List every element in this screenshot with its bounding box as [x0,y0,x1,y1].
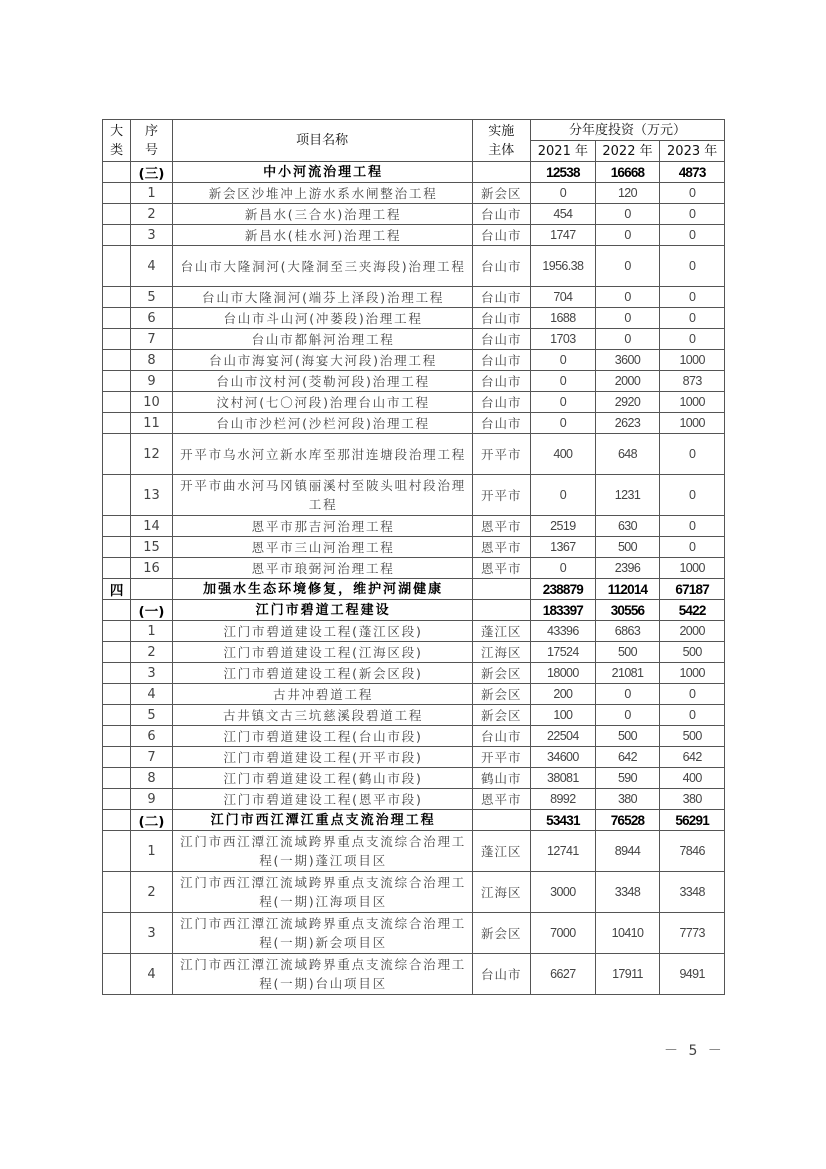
project-name-cell: 新昌水(桂水河)治理工程 [172,225,472,246]
investment-2021-cell: 0 [531,183,596,204]
investment-2021-cell: 22504 [531,726,596,747]
investment-2022-cell: 120 [595,183,660,204]
seq-cell: 7 [131,747,172,768]
investment-2021-cell: 238879 [531,579,596,600]
category-cell [103,684,131,705]
investment-2023-cell: 7773 [660,913,725,954]
project-name-cell: 江门市碧道工程建设 [172,600,472,621]
investment-2023-cell: 873 [660,371,725,392]
investment-2021-cell: 2519 [531,516,596,537]
investment-2022-cell: 3348 [595,872,660,913]
seq-cell: 3 [131,225,172,246]
investment-2021-cell: 454 [531,204,596,225]
table-row [103,768,725,789]
org-cell: 蓬江区 [472,621,531,642]
org-cell: 蓬江区 [472,831,531,872]
investment-2023-cell: 1000 [660,392,725,413]
seq-cell: 12 [131,434,172,475]
investment-2022-cell: 0 [595,225,660,246]
org-cell: 新会区 [472,183,531,204]
investment-2023-cell: 0 [660,225,725,246]
investment-2021-cell: 43396 [531,621,596,642]
investment-2022-cell: 6863 [595,621,660,642]
seq-cell: 1 [131,621,172,642]
investment-2023-cell: 0 [660,308,725,329]
investment-2021-cell: 0 [531,371,596,392]
investment-2023-cell: 3348 [660,872,725,913]
org-cell: 恩平市 [472,789,531,810]
seq-cell: 8 [131,768,172,789]
category-cell [103,329,131,350]
table-row [103,642,725,663]
seq-cell: (一) [131,600,172,621]
investment-2021-cell: 18000 [531,663,596,684]
investment-2023-cell: 56291 [660,810,725,831]
category-cell [103,475,131,516]
table-row [103,225,725,246]
org-cell [472,810,531,831]
category-cell [103,246,131,287]
category-cell [103,789,131,810]
project-name-cell: 江门市西江潭江重点支流治理工程 [172,810,472,831]
org-cell: 台山市 [472,954,531,995]
seq-cell: 10 [131,392,172,413]
investment-2021-cell: 12741 [531,831,596,872]
investment-2021-cell: 704 [531,287,596,308]
investment-2023-cell: 380 [660,789,725,810]
project-name-cell: 江门市碧道建设工程(台山市段) [172,726,472,747]
project-name-cell: 江门市西江潭江流域跨界重点支流综合治理工程(一期)台山项目区 [172,954,472,995]
table-row [103,392,725,413]
org-cell: 台山市 [472,350,531,371]
category-cell [103,747,131,768]
project-name-cell: 江门市西江潭江流域跨界重点支流综合治理工程(一期)蓬江项目区 [172,831,472,872]
project-name-cell: 江门市西江潭江流域跨界重点支流综合治理工程(一期)新会项目区 [172,913,472,954]
investment-2021-cell: 0 [531,558,596,579]
category-cell [103,537,131,558]
table-row [103,705,725,726]
section-row [103,579,725,600]
org-cell: 恩平市 [472,537,531,558]
project-name-cell: 江门市碧道建设工程(开平市段) [172,747,472,768]
org-cell: 台山市 [472,246,531,287]
org-cell: 江海区 [472,872,531,913]
investment-2023-cell: 0 [660,537,725,558]
table-row [103,872,725,913]
table-row [103,747,725,768]
table-row [103,831,725,872]
seq-cell: 4 [131,684,172,705]
investment-2021-cell: 12538 [531,162,596,183]
project-name-cell: 江门市碧道建设工程(鹤山市段) [172,768,472,789]
category-cell [103,872,131,913]
investment-2023-cell: 1000 [660,350,725,371]
investment-2021-cell: 17524 [531,642,596,663]
investment-2022-cell: 16668 [595,162,660,183]
project-name-cell: 恩平市那吉河治理工程 [172,516,472,537]
table-row [103,475,725,516]
investment-2022-cell: 0 [595,329,660,350]
header-year-2021: 2021 年 [531,141,596,162]
project-name-cell: 古井镇文古三坑慈溪段碧道工程 [172,705,472,726]
investment-2023-cell: 1000 [660,413,725,434]
header-org-line1: 实施 [488,123,515,139]
table-row [103,329,725,350]
header-year-2023: 2023 年 [660,141,725,162]
project-name-cell: 台山市斗山河(冲蒌段)治理工程 [172,308,472,329]
investment-2022-cell: 0 [595,246,660,287]
org-cell: 开平市 [472,747,531,768]
table-row [103,954,725,995]
org-cell: 江海区 [472,642,531,663]
category-cell [103,183,131,204]
project-name-cell: 恩平市琅弼河治理工程 [172,558,472,579]
project-name-cell: 新昌水(三合水)治理工程 [172,204,472,225]
org-cell: 新会区 [472,684,531,705]
investment-2021-cell: 1367 [531,537,596,558]
investment-2023-cell: 1000 [660,663,725,684]
category-cell: 四 [103,579,131,600]
investment-2022-cell: 3600 [595,350,660,371]
investment-2022-cell: 0 [595,705,660,726]
investment-2022-cell: 500 [595,642,660,663]
investment-2021-cell: 8992 [531,789,596,810]
project-name-cell: 台山市大隆洞河(大隆洞至三夹海段)治理工程 [172,246,472,287]
seq-cell: 9 [131,789,172,810]
table-row [103,913,725,954]
investment-2021-cell: 200 [531,684,596,705]
category-cell [103,663,131,684]
project-name-cell: 汶村河(七〇河段)治理台山市工程 [172,392,472,413]
investment-2021-cell: 1703 [531,329,596,350]
table-row [103,726,725,747]
table-row [103,246,725,287]
category-cell [103,287,131,308]
category-cell [103,600,131,621]
investment-2022-cell: 380 [595,789,660,810]
investment-2021-cell: 100 [531,705,596,726]
project-name-cell: 台山市都斛河治理工程 [172,329,472,350]
investment-2021-cell: 0 [531,413,596,434]
org-cell: 台山市 [472,392,531,413]
investment-2022-cell: 10410 [595,913,660,954]
category-cell [103,642,131,663]
seq-cell: 2 [131,872,172,913]
seq-cell: 11 [131,413,172,434]
org-cell: 台山市 [472,287,531,308]
seq-cell: 1 [131,831,172,872]
project-name-cell: 台山市沙栏河(沙栏河段)治理工程 [172,413,472,434]
table-row [103,371,725,392]
project-name-cell: 加强水生态环境修复，维护河湖健康 [172,579,472,600]
investment-2023-cell: 7846 [660,831,725,872]
seq-cell: 8 [131,350,172,371]
seq-cell: (二) [131,810,172,831]
seq-cell: 3 [131,663,172,684]
project-name-cell: 江门市碧道建设工程(江海区段) [172,642,472,663]
seq-cell [131,579,172,600]
seq-cell: 4 [131,954,172,995]
category-cell [103,621,131,642]
investment-2022-cell: 76528 [595,810,660,831]
section-row [103,162,725,183]
category-cell [103,913,131,954]
org-cell: 新会区 [472,663,531,684]
investment-2021-cell: 3000 [531,872,596,913]
investment-2023-cell: 4873 [660,162,725,183]
seq-cell: 16 [131,558,172,579]
investment-2021-cell: 1688 [531,308,596,329]
org-cell [472,579,531,600]
header-project-name: 项目名称 [172,120,472,162]
investment-2022-cell: 0 [595,308,660,329]
investment-2022-cell: 2396 [595,558,660,579]
header-seq [131,120,172,162]
project-name-cell: 江门市碧道建设工程(蓬江区段) [172,621,472,642]
category-cell [103,768,131,789]
investment-2023-cell: 642 [660,747,725,768]
investment-2023-cell: 0 [660,246,725,287]
investment-2022-cell: 21081 [595,663,660,684]
category-cell [103,413,131,434]
investment-2022-cell: 590 [595,768,660,789]
project-name-cell: 江门市碧道建设工程(新会区段) [172,663,472,684]
category-cell [103,162,131,183]
project-name-cell: 江门市西江潭江流域跨界重点支流综合治理工程(一期)江海项目区 [172,872,472,913]
investment-2021-cell: 1747 [531,225,596,246]
org-cell: 新会区 [472,705,531,726]
investment-2022-cell: 112014 [595,579,660,600]
table-row [103,413,725,434]
investment-2021-cell: 0 [531,392,596,413]
seq-cell: 3 [131,913,172,954]
project-name-cell: 台山市汶村河(茭勒河段)治理工程 [172,371,472,392]
header-org [472,120,531,162]
page-number: － 5 － [664,1043,725,1059]
org-cell: 台山市 [472,371,531,392]
table-row [103,434,725,475]
seq-cell: (三) [131,162,172,183]
investment-2023-cell: 1000 [660,558,725,579]
category-cell [103,204,131,225]
investment-2022-cell: 500 [595,537,660,558]
seq-cell: 14 [131,516,172,537]
investment-2022-cell: 17911 [595,954,660,995]
investment-2023-cell: 5422 [660,600,725,621]
category-cell [103,954,131,995]
investment-2021-cell: 183397 [531,600,596,621]
header-year-2022: 2022 年 [595,141,660,162]
table-body [103,162,725,995]
investment-2021-cell: 0 [531,475,596,516]
project-name-cell: 中小河流治理工程 [172,162,472,183]
category-cell [103,831,131,872]
table-row [103,287,725,308]
investment-2023-cell: 0 [660,516,725,537]
table-row [103,183,725,204]
investment-2023-cell: 400 [660,768,725,789]
section-row [103,600,725,621]
project-name-cell: 江门市碧道建设工程(恩平市段) [172,789,472,810]
investment-2022-cell: 648 [595,434,660,475]
investment-2023-cell: 0 [660,475,725,516]
investment-2021-cell: 0 [531,350,596,371]
org-cell: 开平市 [472,434,531,475]
category-cell [103,392,131,413]
investment-2022-cell: 0 [595,204,660,225]
header-org-line2: 主体 [488,142,515,158]
table-row [103,204,725,225]
org-cell: 台山市 [472,726,531,747]
investment-2023-cell: 0 [660,204,725,225]
org-cell: 恩平市 [472,558,531,579]
seq-cell: 1 [131,183,172,204]
project-name-cell: 恩平市三山河治理工程 [172,537,472,558]
header-seq-line2: 号 [144,142,158,158]
org-cell: 新会区 [472,913,531,954]
table-row [103,516,725,537]
table-row [103,663,725,684]
category-cell [103,434,131,475]
category-cell [103,225,131,246]
section-row [103,810,725,831]
seq-cell: 2 [131,204,172,225]
org-cell: 开平市 [472,475,531,516]
investment-2022-cell: 2920 [595,392,660,413]
org-cell: 台山市 [472,204,531,225]
org-cell: 鹤山市 [472,768,531,789]
seq-cell: 7 [131,329,172,350]
category-cell [103,371,131,392]
investment-2022-cell: 8944 [595,831,660,872]
investment-2023-cell: 2000 [660,621,725,642]
investment-2021-cell: 1956.38 [531,246,596,287]
seq-cell: 9 [131,371,172,392]
investment-2021-cell: 6627 [531,954,596,995]
header-category [103,120,131,162]
investment-2022-cell: 630 [595,516,660,537]
category-cell [103,810,131,831]
category-cell [103,516,131,537]
project-name-cell: 开平市曲水河马冈镇丽溪村至陂头咀村段治理工程 [172,475,472,516]
org-cell: 台山市 [472,225,531,246]
header-category-line2: 类 [110,142,124,158]
table-row [103,350,725,371]
investment-2022-cell: 0 [595,684,660,705]
investment-2022-cell: 500 [595,726,660,747]
org-cell [472,162,531,183]
investment-2022-cell: 2623 [595,413,660,434]
project-name-cell: 新会区沙堆冲上游水系水闸整治工程 [172,183,472,204]
investment-2023-cell: 0 [660,329,725,350]
investment-2023-cell: 0 [660,183,725,204]
table-row [103,558,725,579]
category-cell [103,308,131,329]
investment-2022-cell: 642 [595,747,660,768]
seq-cell: 4 [131,246,172,287]
header-seq-line1: 序 [144,123,158,139]
table-header [103,120,725,162]
investment-2023-cell: 0 [660,705,725,726]
category-cell [103,350,131,371]
investment-2021-cell: 38081 [531,768,596,789]
seq-cell: 5 [131,705,172,726]
investment-2023-cell: 67187 [660,579,725,600]
org-cell: 台山市 [472,413,531,434]
seq-cell: 13 [131,475,172,516]
seq-cell: 2 [131,642,172,663]
org-cell: 台山市 [472,329,531,350]
investment-2021-cell: 400 [531,434,596,475]
investment-2023-cell: 0 [660,684,725,705]
table-row [103,621,725,642]
seq-cell: 15 [131,537,172,558]
project-name-cell: 开平市乌水河立新水库至那泔连塘段治理工程 [172,434,472,475]
table-row [103,537,725,558]
project-name-cell: 台山市大隆洞河(端芬上泽段)治理工程 [172,287,472,308]
investment-2022-cell: 30556 [595,600,660,621]
table-row [103,308,725,329]
header-category-line1: 大 [110,123,124,139]
investment-2022-cell: 0 [595,287,660,308]
table-row [103,789,725,810]
project-name-cell: 台山市海宴河(海宴大河段)治理工程 [172,350,472,371]
investment-2021-cell: 34600 [531,747,596,768]
investment-2023-cell: 0 [660,434,725,475]
header-investment-group: 分年度投资（万元） [531,120,725,141]
investment-2023-cell: 0 [660,287,725,308]
org-cell [472,600,531,621]
category-cell [103,558,131,579]
seq-cell: 6 [131,308,172,329]
investment-2023-cell: 500 [660,726,725,747]
investment-2021-cell: 53431 [531,810,596,831]
table-row [103,684,725,705]
investment-2021-cell: 7000 [531,913,596,954]
investment-2022-cell: 1231 [595,475,660,516]
seq-cell: 6 [131,726,172,747]
seq-cell: 5 [131,287,172,308]
investment-2022-cell: 2000 [595,371,660,392]
org-cell: 恩平市 [472,516,531,537]
investment-table [102,119,725,995]
investment-2023-cell: 500 [660,642,725,663]
category-cell [103,705,131,726]
investment-2023-cell: 9491 [660,954,725,995]
org-cell: 台山市 [472,308,531,329]
project-name-cell: 古井冲碧道工程 [172,684,472,705]
category-cell [103,726,131,747]
